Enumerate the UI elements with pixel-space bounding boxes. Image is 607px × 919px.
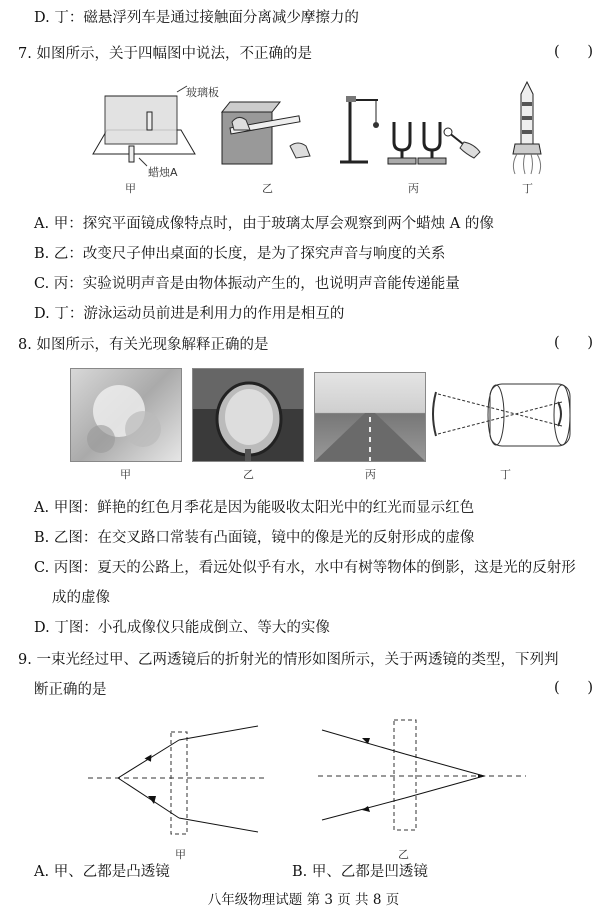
q9-answer-paren: ( ) [554, 680, 593, 696]
page-footer: 八年级物理试题 第 3 页 共 8 页 [207, 892, 400, 908]
q7-figure-yi [220, 100, 320, 170]
q8-photo-rose [70, 368, 182, 462]
q8-caption-yi: 乙 [243, 468, 254, 481]
q7-caption-yi: 乙 [262, 182, 273, 195]
q8-caption-bing: 丙 [365, 468, 376, 481]
q9-caption-jia: 甲 [175, 848, 186, 861]
q7-label-glass: 玻璃板 [186, 86, 219, 99]
q7-answer-paren: ( ) [554, 44, 593, 60]
q8-photo-convex-mirror [192, 368, 304, 462]
q7-option-b: B. 乙：改变尺子伸出桌面的长度，是为了探究声音与响度的关系 [34, 246, 446, 262]
q9-figure-jia [88, 720, 268, 840]
prev-question-option-d: D. 丁：磁悬浮列车是通过接触面分离减少摩擦力的 [34, 10, 359, 26]
q8-stem: 8. 如图所示，有关光现象解释正确的是 [18, 337, 269, 353]
q7-caption-ding: 丁 [522, 182, 533, 195]
q8-answer-paren: ( ) [554, 335, 593, 351]
q8-option-d: D. 丁图：小孔成像仪只能成倒立、等大的实像 [34, 620, 330, 636]
q7-option-d: D. 丁：游泳运动员前进是利用力的作用是相互的 [34, 306, 345, 322]
q9-option-a: A. 甲、乙都是凸透镜 [34, 864, 170, 880]
q8-photo-road-mirage [314, 372, 426, 462]
q9-figure-yi [318, 716, 528, 836]
q8-option-c-line1: C. 丙图：夏天的公路上，看远处似乎有水，水中有树等物体的倒影，这是光的反射形 [34, 560, 576, 576]
q7-label-candle: 蜡烛A [148, 166, 178, 179]
q7-figure-jia [85, 82, 200, 174]
q8-caption-ding: 丁 [500, 468, 511, 481]
q8-option-c-line2: 成的虚像 [52, 590, 110, 606]
q7-caption-bing: 丙 [408, 182, 419, 195]
q8-figure-pinhole [430, 372, 580, 458]
q7-caption-jia: 甲 [125, 182, 136, 195]
q7-stem: 7. 如图所示，关于四幅图中说法，不正确的是 [18, 46, 312, 62]
q9-caption-yi: 乙 [398, 848, 409, 861]
q7-option-a: A. 甲：探究平面镜成像特点时，由于玻璃太厚会观察到两个蜡烛 A 的像 [34, 216, 494, 232]
q9-stem-line2: 断正确的是 [34, 682, 107, 698]
q7-figure-ding [505, 78, 550, 178]
q7-option-c: C. 丙：实验说明声音是由物体振动产生的，也说明声音能传递能量 [34, 276, 460, 292]
q8-option-b: B. 乙图：在交叉路口常装有凸面镜，镜中的像是光的反射形成的虚像 [34, 530, 475, 546]
q8-option-a: A. 甲图：鲜艳的红色月季花是因为能吸收太阳光中的红光而显示红色 [34, 500, 475, 516]
q8-caption-jia: 甲 [120, 468, 131, 481]
q7-figure-bing [338, 92, 488, 172]
q9-option-b: B. 甲、乙都是凹透镜 [292, 864, 428, 880]
q9-stem-line1: 9. 一束光经过甲、乙两透镜后的折射光的情形如图所示，关于两透镜的类型，下列判 [18, 652, 559, 668]
